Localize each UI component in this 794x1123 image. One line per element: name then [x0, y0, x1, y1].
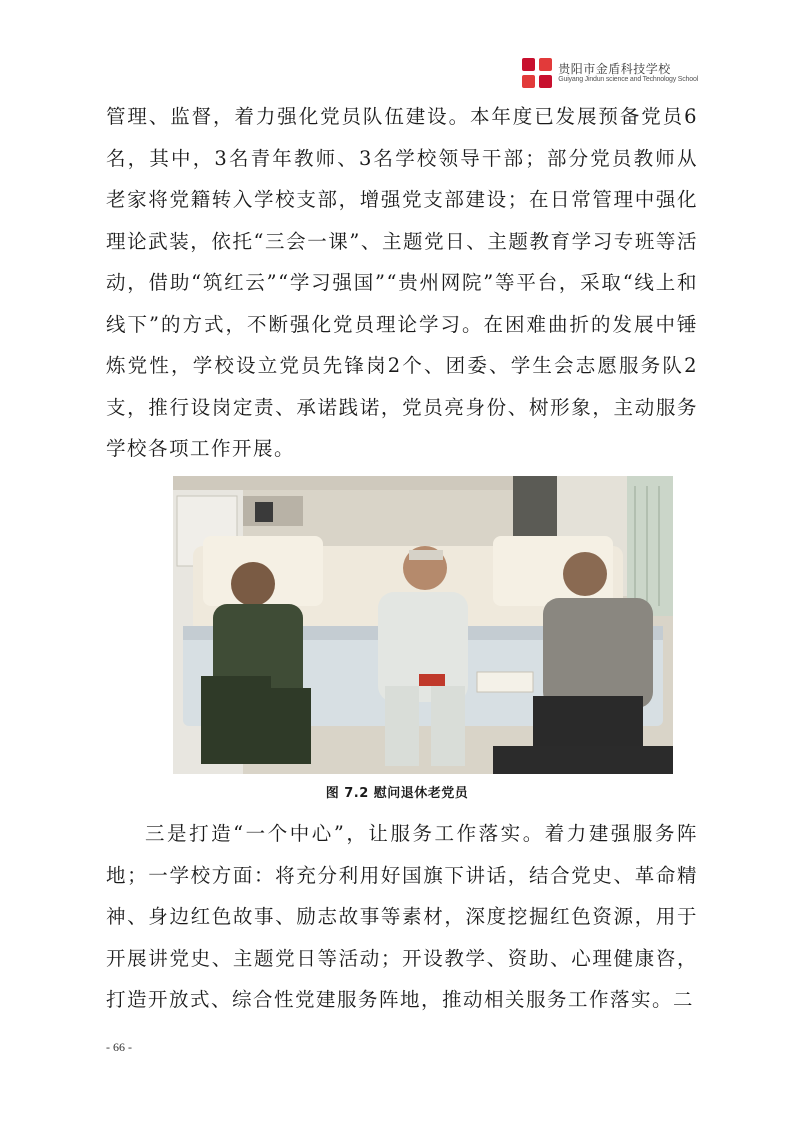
page-header — [522, 58, 698, 88]
school-name-en: Guiyang Jindun science and Technology School — [558, 75, 698, 83]
figure-caption: 图 7.2 慰问退休老党员 — [325, 786, 469, 801]
page-number: - 66 - — [106, 1040, 132, 1054]
school-logo — [522, 58, 552, 88]
school-name-block — [558, 63, 698, 84]
body-paragraph-2: 三是打造“一个中心”，让服务工作落实。着力建强服务阵地；一学校方面：将充分利用好国旗下讲话，结合党史、革命精神、身边红色故事、励志故事等素材，深度挖掘红色资源，用于开展讲党史、主题党日等活动；开设教学、资助、心理健康咨，打造开放式、综合性党建服务阵地，推动相关服务工作落实。二 — [106, 822, 698, 1011]
body-paragraph-1: 管理、监督，着力强化党员队伍建设。本年度已发展预备党员6名，其中，3名青年教师、3名学校领导干部；部分党员教师从老家将党籍转入学校支部，增强党支部建设；在日常管理中强化理论武装，依托“三会一课”、主题党日、主题教育学习专班等活动，借助“筑红云”“学习强国”“贵州网院”等平台，采取“线上和线下”的方式，不断强化党员理论学习。在困难曲折的发展中锤炼党性，学校设立党员先锋岗2个、团委、学生会志愿服务队2支，推行设岗定责、承诺践诺，党员亮身份、树形象，主动服务学校各项工作开展。 — [106, 105, 698, 460]
school-name-cn: 贵阳市金盾科技学校 — [558, 61, 671, 76]
figure-photo — [173, 476, 673, 774]
